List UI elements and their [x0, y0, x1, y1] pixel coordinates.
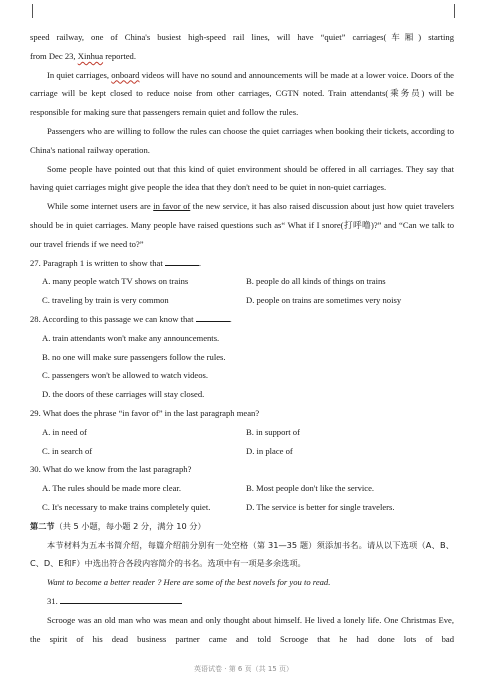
q28-stem-text: 28. According to this passage we can know that: [30, 313, 194, 324]
onboard-word: onboard: [111, 69, 140, 80]
line2-pre: from Dec 23,: [30, 50, 78, 61]
section-2-heading: [30, 517, 454, 536]
question-30-options-row-1: [30, 479, 454, 498]
q27-stem-end: .: [198, 257, 202, 268]
question-27-options-row-1: [30, 272, 454, 291]
book-description-1: Scrooge was an old man who was mean and only thought about himself. He lived a lonely life. One Christmas Eve, the spirit of his dead business partner came and told Scrooge that he had done lots of bad: [30, 614, 454, 644]
option-a: A. many people watch TV shows on trains: [42, 276, 189, 287]
option-c: C. traveling by train is very common: [42, 295, 169, 306]
option-c: C. It's necessary to make trains completely quiet.: [42, 501, 211, 512]
crop-mark-top-left: [18, 4, 33, 18]
p5-pre: While some internet users are: [47, 201, 154, 212]
question-27-stem: [30, 254, 454, 273]
option-c: C. passengers won't be allowed to watch videos.: [42, 370, 208, 381]
p2-post: videos will have no sound and announcements will be made at a lower voice. Doors of the carriage will be kept closed to reduce noise from other carriages, CGTN noted. Train attendants(乘务员) will be responsible for making sure that passengers remain quiet and follow the rules.: [30, 69, 454, 118]
answer-blank: [165, 256, 202, 268]
passage-line-2: [30, 47, 454, 66]
question-28-stem: [30, 310, 454, 329]
section-2-heading-bold: 第二节: [30, 520, 55, 531]
q31-label: 31.: [47, 595, 58, 606]
option-a: A. in need of: [42, 426, 87, 437]
q28-stem-end: .: [229, 313, 232, 324]
passage-paragraph-3: Passengers who are willing to follow the rules can choose the quiet carriages when booking their tickets, according to China's national railway operation.: [30, 125, 454, 155]
option-d: D. the doors of these carriages will stay closed.: [42, 389, 205, 400]
option-d: D. The service is better for single travelers.: [246, 501, 395, 512]
question-30-stem: 30. What do we know from the last paragraph?: [30, 464, 192, 475]
passage-paragraph-4: Some people have pointed out that this kind of quiet environment should be offered in all carriages. They say that having quiet carriages might give people the idea that they don't need to be quiet in non-quiet carriages.: [30, 163, 454, 193]
crop-mark-top-right: [454, 4, 469, 18]
option-b: B. no one will make sure passengers follow the rules.: [42, 351, 226, 362]
question-29-stem: 29. What does the phrase “in favor of” in the last paragraph mean?: [30, 407, 260, 418]
question-30-options-row-2: [30, 498, 454, 517]
question-31-blank-line: [30, 592, 454, 611]
page-footer: 英语试卷 · 第 6 页（共 15 页）: [194, 665, 293, 673]
line2-post: reported.: [103, 50, 136, 61]
answer-blank: [196, 312, 230, 322]
question-27-options-row-2: [30, 291, 454, 310]
option-c: C. in search of: [42, 445, 93, 456]
p5-post: the new service, it has also raised discussion about just how quiet travelers should be in quiet carriages. Many people have raised questions such as“ What if I snore(打呼噜)?” and “Can we talk to our travel friends if we need to?”: [30, 201, 454, 249]
section-2-heading-rest: （共 5 小题，每小题 2 分，满分 10 分）: [54, 520, 206, 531]
question-29-options-row-1: [30, 423, 454, 442]
option-a: A. train attendants won't make any announcements.: [42, 332, 220, 343]
option-a: A. The rules should be made more clear.: [42, 483, 181, 494]
question-29-options-row-2: [30, 442, 454, 461]
option-b: B. in support of: [246, 426, 300, 437]
section-2-intro: Want to become a better reader ? Here are some of the best novels for you to read.: [47, 577, 331, 588]
in-favor-of-phrase: in favor of: [153, 201, 191, 212]
passage-paragraph-2: [30, 66, 454, 122]
section-2-instruction: 本节材料为五本书简介绍，每篇介绍前分别有一处空格（第 31—35 题）须添加书名。请从以下选项（A、B、C、D、E和F）中选出符合各段内容简介的书名。选项中有一项是多余选项。: [30, 539, 454, 569]
option-b: B. people do all kinds of things on trains: [246, 276, 386, 287]
option-d: D. people on trains are sometimes very noisy: [246, 295, 402, 306]
passage-paragraph-5: [30, 197, 454, 253]
p2-pre: In quiet carriages,: [47, 69, 112, 80]
passage-line-1: speed railway, one of China's busiest high-speed rail lines, will have “quiet” carriages(车厢) starting: [30, 32, 454, 42]
q27-stem-text: 27. Paragraph 1 is written to show that: [30, 257, 163, 268]
option-b: B. Most people don't like the service.: [246, 483, 375, 494]
xinhua-word: Xinhua: [77, 50, 104, 61]
book-title-blank: [60, 594, 182, 604]
page-text: [30, 28, 454, 648]
option-d: D. in place of: [246, 445, 293, 456]
